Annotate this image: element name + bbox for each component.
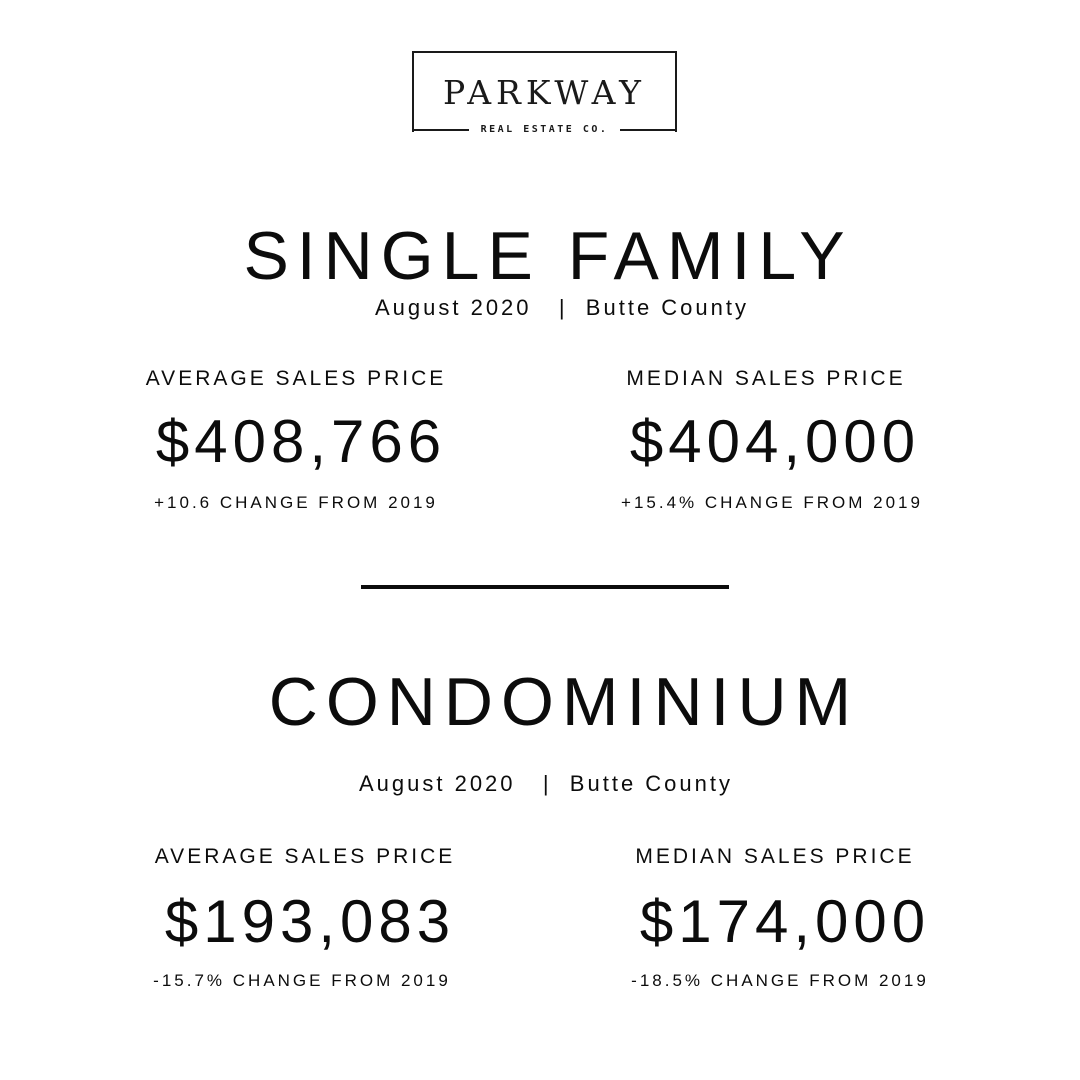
section-divider	[361, 585, 729, 589]
condominium-title: CONDOMINIUM	[268, 664, 860, 740]
logo-subtitle: REAL ESTATE CO.	[480, 124, 609, 135]
single-family-average-value: $408,766	[155, 408, 447, 475]
condominium-median-change: -18.5% CHANGE FROM 2019	[631, 971, 929, 990]
logo-bottom-rule	[412, 124, 677, 136]
condominium-median-label: MEDIAN SALES PRICE	[635, 845, 915, 868]
condominium-subtitle: August 2020 | Butte County	[358, 771, 733, 796]
single-family-median-change: +15.4% CHANGE FROM 2019	[621, 493, 923, 512]
logo-name: PARKWAY	[443, 73, 646, 112]
single-family-median-value: $404,000	[629, 408, 921, 475]
logo-line-left	[412, 129, 469, 131]
single-family-average-change: +10.6 CHANGE FROM 2019	[154, 493, 438, 512]
single-family-subtitle: August 2020 | Butte County	[374, 295, 749, 320]
single-family-title: SINGLE FAMILY	[243, 218, 853, 294]
company-logo	[412, 51, 677, 135]
single-family-median-label: MEDIAN SALES PRICE	[626, 367, 906, 390]
logo-line-right	[620, 129, 677, 131]
condominium-average-label: AVERAGE SALES PRICE	[154, 845, 456, 868]
condominium-average-change: -15.7% CHANGE FROM 2019	[153, 971, 451, 990]
single-family-average-label: AVERAGE SALES PRICE	[145, 367, 447, 390]
condominium-median-value: $174,000	[639, 888, 931, 955]
condominium-average-value: $193,083	[164, 888, 456, 955]
